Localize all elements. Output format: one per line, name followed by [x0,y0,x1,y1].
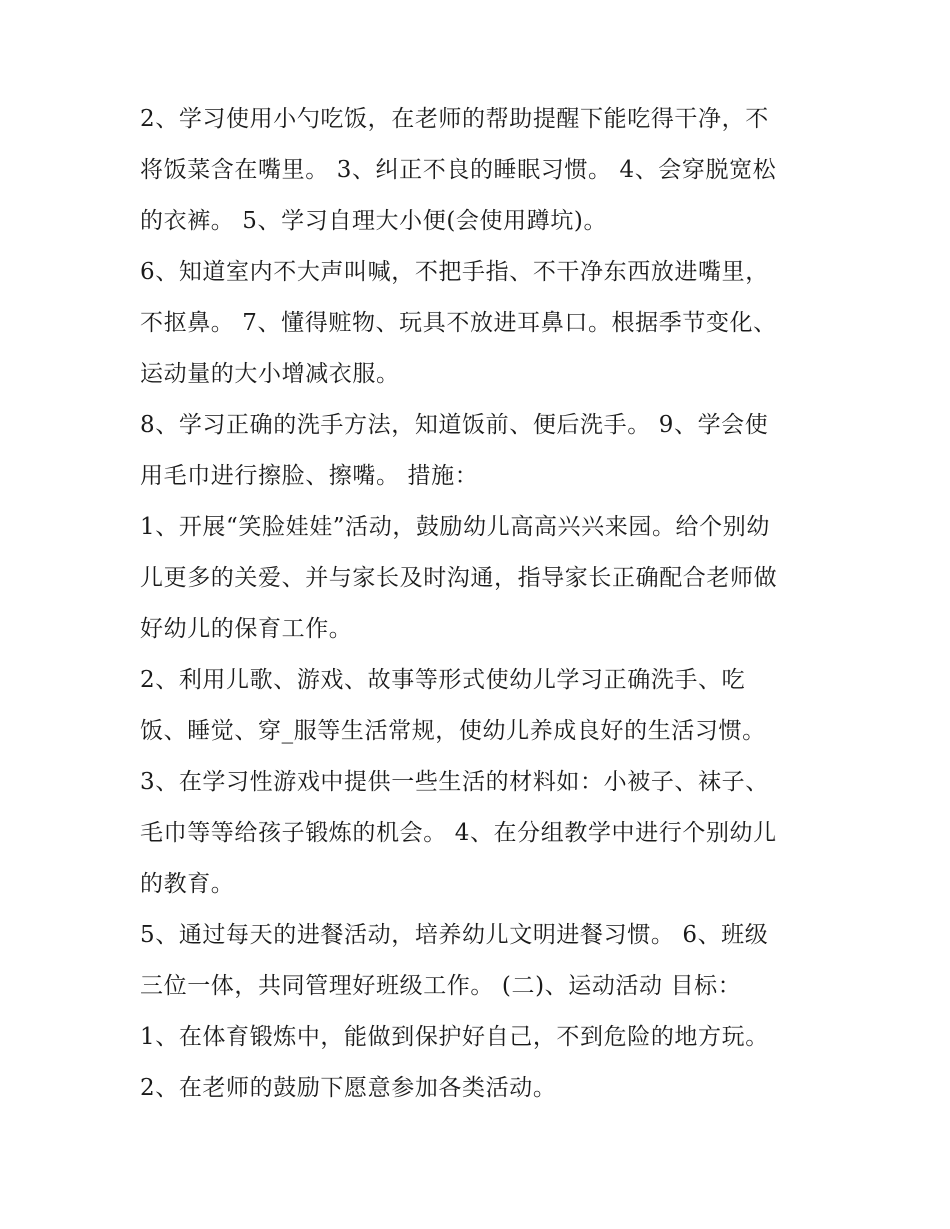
text-line: 1、开展“笑脸娃娃”活动，鼓励幼儿高高兴兴来园。给个别幼 [140,514,770,540]
text-line: 8、学习正确的洗手方法，知道饭前、便后洗手。 9、学会使 [140,412,769,438]
text-line: 三位一体，共同管理好班级工作。 (二)、运动活动 目标： [140,973,742,999]
text-line: 2、学习使用小勺吃饭，在老师的帮助提醒下能吃得干净，不 [140,106,769,132]
text-line: 用毛巾进行擦脸、擦嘴。 措施： [140,463,479,489]
text-line: 6、知道室内不大声叫喊，不把手指、不干净东西放进嘴里， [140,259,769,285]
text-line: 的教育。 [140,871,235,897]
text-line: 3、在学习性游戏中提供一些生活的材料如：小被子、袜子、 [140,769,769,795]
text-line: 1、在体育锻炼中，能做到保护好自己，不到危险的地方玩。 [140,1024,769,1050]
text-line: 不抠鼻。 7、懂得赃物、玩具不放进耳鼻口。根据季节变化、 [140,310,777,336]
text-line: 饭、睡觉、穿_服等生活常规，使幼儿养成良好的生活习惯。 [140,718,766,744]
text-line: 2、在老师的鼓励下愿意参加各类活动。 [140,1075,557,1101]
text-line: 将饭菜含在嘴里。 3、纠正不良的睡眠习惯。 4、会穿脱宽松 [140,157,777,183]
text-line: 5、通过每天的进餐活动，培养幼儿文明进餐习惯。 6、班级 [140,922,769,948]
text-line: 的衣裤。 5、学习自理大小便(会使用蹲坑)。 [140,208,608,234]
text-line: 毛巾等等给孩子锻炼的机会。 4、在分组教学中进行个别幼儿 [140,820,777,846]
text-line: 2、利用儿歌、游戏、故事等形式使幼儿学习正确洗手、吃 [140,667,746,693]
text-line: 儿更多的关爱、并与家长及时沟通，指导家长正确配合老师做 [140,565,778,591]
text-line: 运动量的大小增减衣服。 [140,361,400,387]
text-line: 好幼儿的保育工作。 [140,616,353,642]
